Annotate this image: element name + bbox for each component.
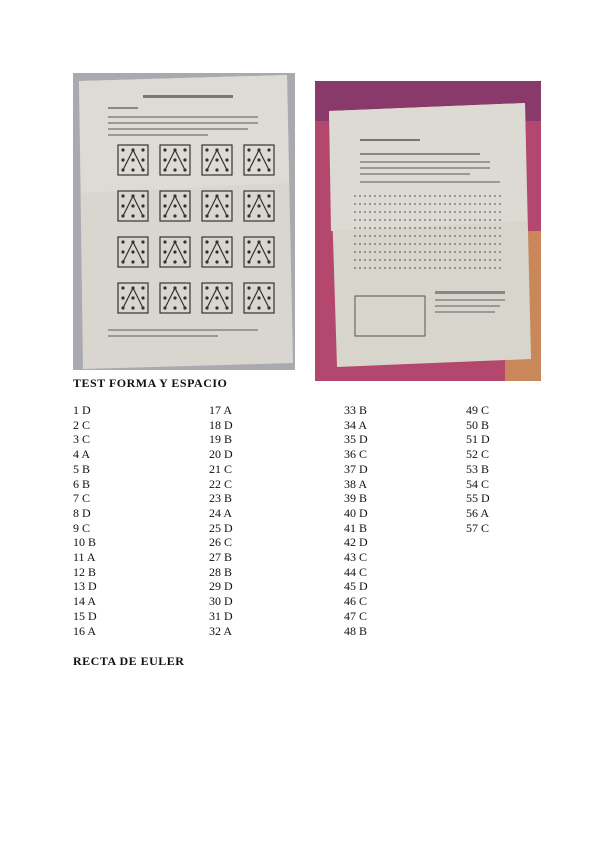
answer-item: 49 C [466, 403, 490, 417]
answer-item: 36 C [344, 447, 368, 462]
answer-item: 30 D [209, 594, 233, 609]
answer-item: 6 B [73, 476, 91, 491]
answer-item: 12 B [73, 564, 97, 579]
answer-item: 7 C [73, 491, 91, 506]
answer-item: 17 A [209, 403, 233, 417]
answer-item: 45 D [344, 579, 368, 594]
answer-item: 23 B [209, 491, 233, 506]
answer-item: 3 C [73, 432, 91, 447]
answers-column-4 [466, 403, 490, 535]
answer-item: 9 C [73, 520, 91, 535]
worksheet-right-image [315, 81, 541, 381]
answer-item: 1 D [73, 403, 91, 417]
answer-item: 19 B [209, 432, 233, 447]
answer-item: 48 B [344, 623, 368, 638]
answer-item: 35 D [344, 432, 368, 447]
answer-item: 52 C [466, 447, 490, 462]
test-forma-espacio-heading: TEST FORMA Y ESPACIO [73, 376, 228, 390]
answer-item: 41 B [344, 520, 368, 535]
answer-item: 18 D [209, 417, 233, 432]
answer-item: 47 C [344, 608, 368, 623]
answer-item: 39 B [344, 491, 368, 506]
answer-item: 38 A [344, 476, 368, 491]
answer-item: 33 B [344, 403, 368, 417]
answer-item: 53 B [466, 461, 490, 476]
answer-item: 55 D [466, 491, 490, 506]
answer-item: 57 C [466, 520, 490, 535]
answer-item: 16 A [73, 623, 97, 638]
answer-item: 21 C [209, 461, 233, 476]
answer-item: 29 D [209, 579, 233, 594]
answer-item: 25 D [209, 520, 233, 535]
answer-item: 15 D [73, 608, 97, 623]
answer-item: 54 C [466, 476, 490, 491]
worksheet-photo-left [73, 73, 295, 370]
answer-item: 56 A [466, 505, 490, 520]
answer-item: 28 B [209, 564, 233, 579]
answer-item: 42 D [344, 535, 368, 550]
answer-item: 8 D [73, 505, 91, 520]
recta-de-euler-heading: RECTA DE EULER [73, 654, 185, 668]
answer-item: 27 B [209, 550, 233, 565]
answer-item: 24 A [209, 505, 233, 520]
answer-item: 10 B [73, 535, 97, 550]
answer-item: 2 C [73, 417, 91, 432]
answer-item: 31 D [209, 608, 233, 623]
answer-item: 43 C [344, 550, 368, 565]
answer-item: 5 B [73, 461, 91, 476]
answer-item: 22 C [209, 476, 233, 491]
worksheet-photo-right [315, 81, 541, 381]
answer-item: 40 D [344, 505, 368, 520]
answer-item: 37 D [344, 461, 368, 476]
answer-item: 50 B [466, 417, 490, 432]
answers-column-2 [209, 403, 233, 638]
answer-item: 14 A [73, 594, 97, 609]
answer-item: 13 D [73, 579, 97, 594]
answer-item: 51 D [466, 432, 490, 447]
answer-item: 4 A [73, 447, 91, 462]
answer-item: 32 A [209, 623, 233, 638]
answers-column-1 [73, 403, 97, 638]
answers-column-3 [344, 403, 368, 638]
answer-item: 44 C [344, 564, 368, 579]
worksheet-left-image [73, 73, 295, 370]
answer-item: 20 D [209, 447, 233, 462]
answer-item: 11 A [73, 550, 96, 565]
answer-item: 26 C [209, 535, 233, 550]
answer-item: 34 A [344, 417, 368, 432]
answer-item: 46 C [344, 594, 368, 609]
